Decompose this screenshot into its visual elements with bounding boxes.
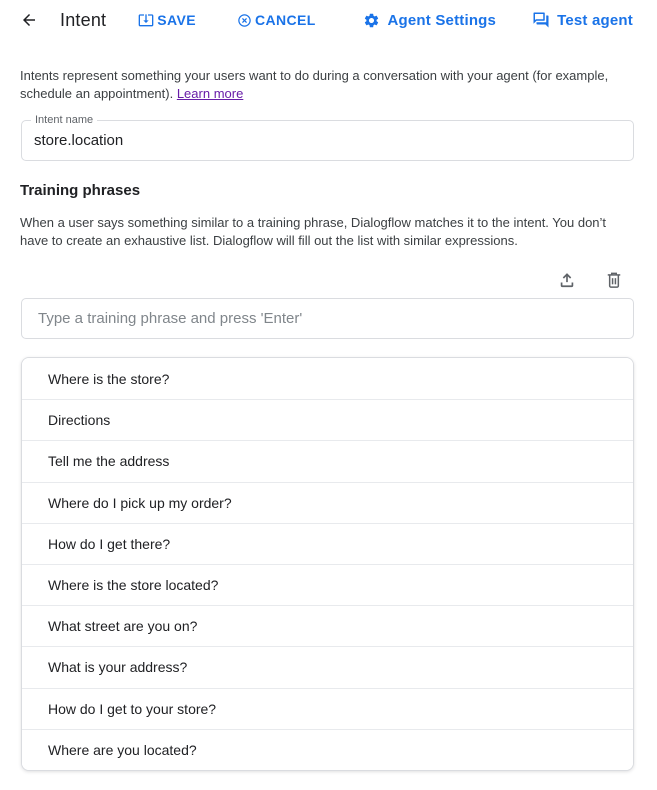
delete-phrases-button[interactable] (604, 270, 624, 290)
learn-more-link[interactable]: Learn more (176, 86, 244, 101)
test-agent-label: Test agent (557, 11, 633, 29)
training-phrases-heading: Training phrases (20, 182, 141, 199)
arrow-back-icon (20, 11, 38, 29)
upload-phrases-button[interactable] (557, 270, 577, 290)
training-phrase-row[interactable]: Where is the store located? (22, 564, 633, 605)
intent-description (20, 67, 634, 103)
intent-description-text: Intents represent something your users want to do during a conversation with your agent (for example, schedule an appointment). (20, 68, 609, 101)
forum-chat-icon (532, 11, 550, 29)
training-phrase-row[interactable]: Directions (22, 399, 633, 440)
intent-name-input[interactable] (22, 121, 633, 160)
phrase-actions-toolbar (20, 269, 634, 290)
save-button-label: SAVE (157, 12, 196, 28)
upload-icon (557, 270, 577, 290)
cancel-circle-icon (237, 13, 252, 28)
agent-settings-button[interactable] (363, 12, 496, 29)
training-phrase-row[interactable]: Where do I pick up my order? (22, 482, 633, 523)
page-title: Intent (60, 9, 107, 30)
cancel-button[interactable] (237, 12, 316, 28)
training-phrase-list (21, 357, 634, 771)
cancel-button-label: CANCEL (254, 12, 316, 28)
back-button[interactable] (20, 11, 38, 29)
save-download-icon (138, 12, 154, 28)
top-toolbar (0, 0, 657, 40)
training-phrase-row[interactable]: Tell me the address (22, 440, 633, 481)
intent-name-field[interactable] (21, 114, 634, 161)
training-phrase-row[interactable]: What street are you on? (22, 605, 633, 646)
training-phrase-row[interactable]: How do I get there? (22, 523, 633, 564)
main-content (0, 67, 657, 771)
training-phrases-description: When a user says something similar to a training phrase, Dialogflow matches it to the intent. You don’t have to create an exhaustive list. Dialogflow will fill out the list with similar expressions. (20, 215, 607, 248)
training-phrase-row[interactable]: Where are you located? (22, 729, 633, 770)
training-phrase-input[interactable] (21, 298, 634, 339)
trash-icon (604, 270, 624, 290)
save-button[interactable] (138, 12, 196, 28)
training-phrase-row[interactable]: What is your address? (22, 646, 633, 687)
agent-settings-label: Agent Settings (387, 11, 497, 29)
gear-icon (363, 12, 380, 29)
training-phrase-row[interactable]: How do I get to your store? (22, 688, 633, 729)
intent-name-label: Intent name (31, 114, 97, 127)
training-phrase-row[interactable]: Where is the store? (22, 358, 633, 399)
test-agent-button[interactable] (532, 11, 633, 29)
